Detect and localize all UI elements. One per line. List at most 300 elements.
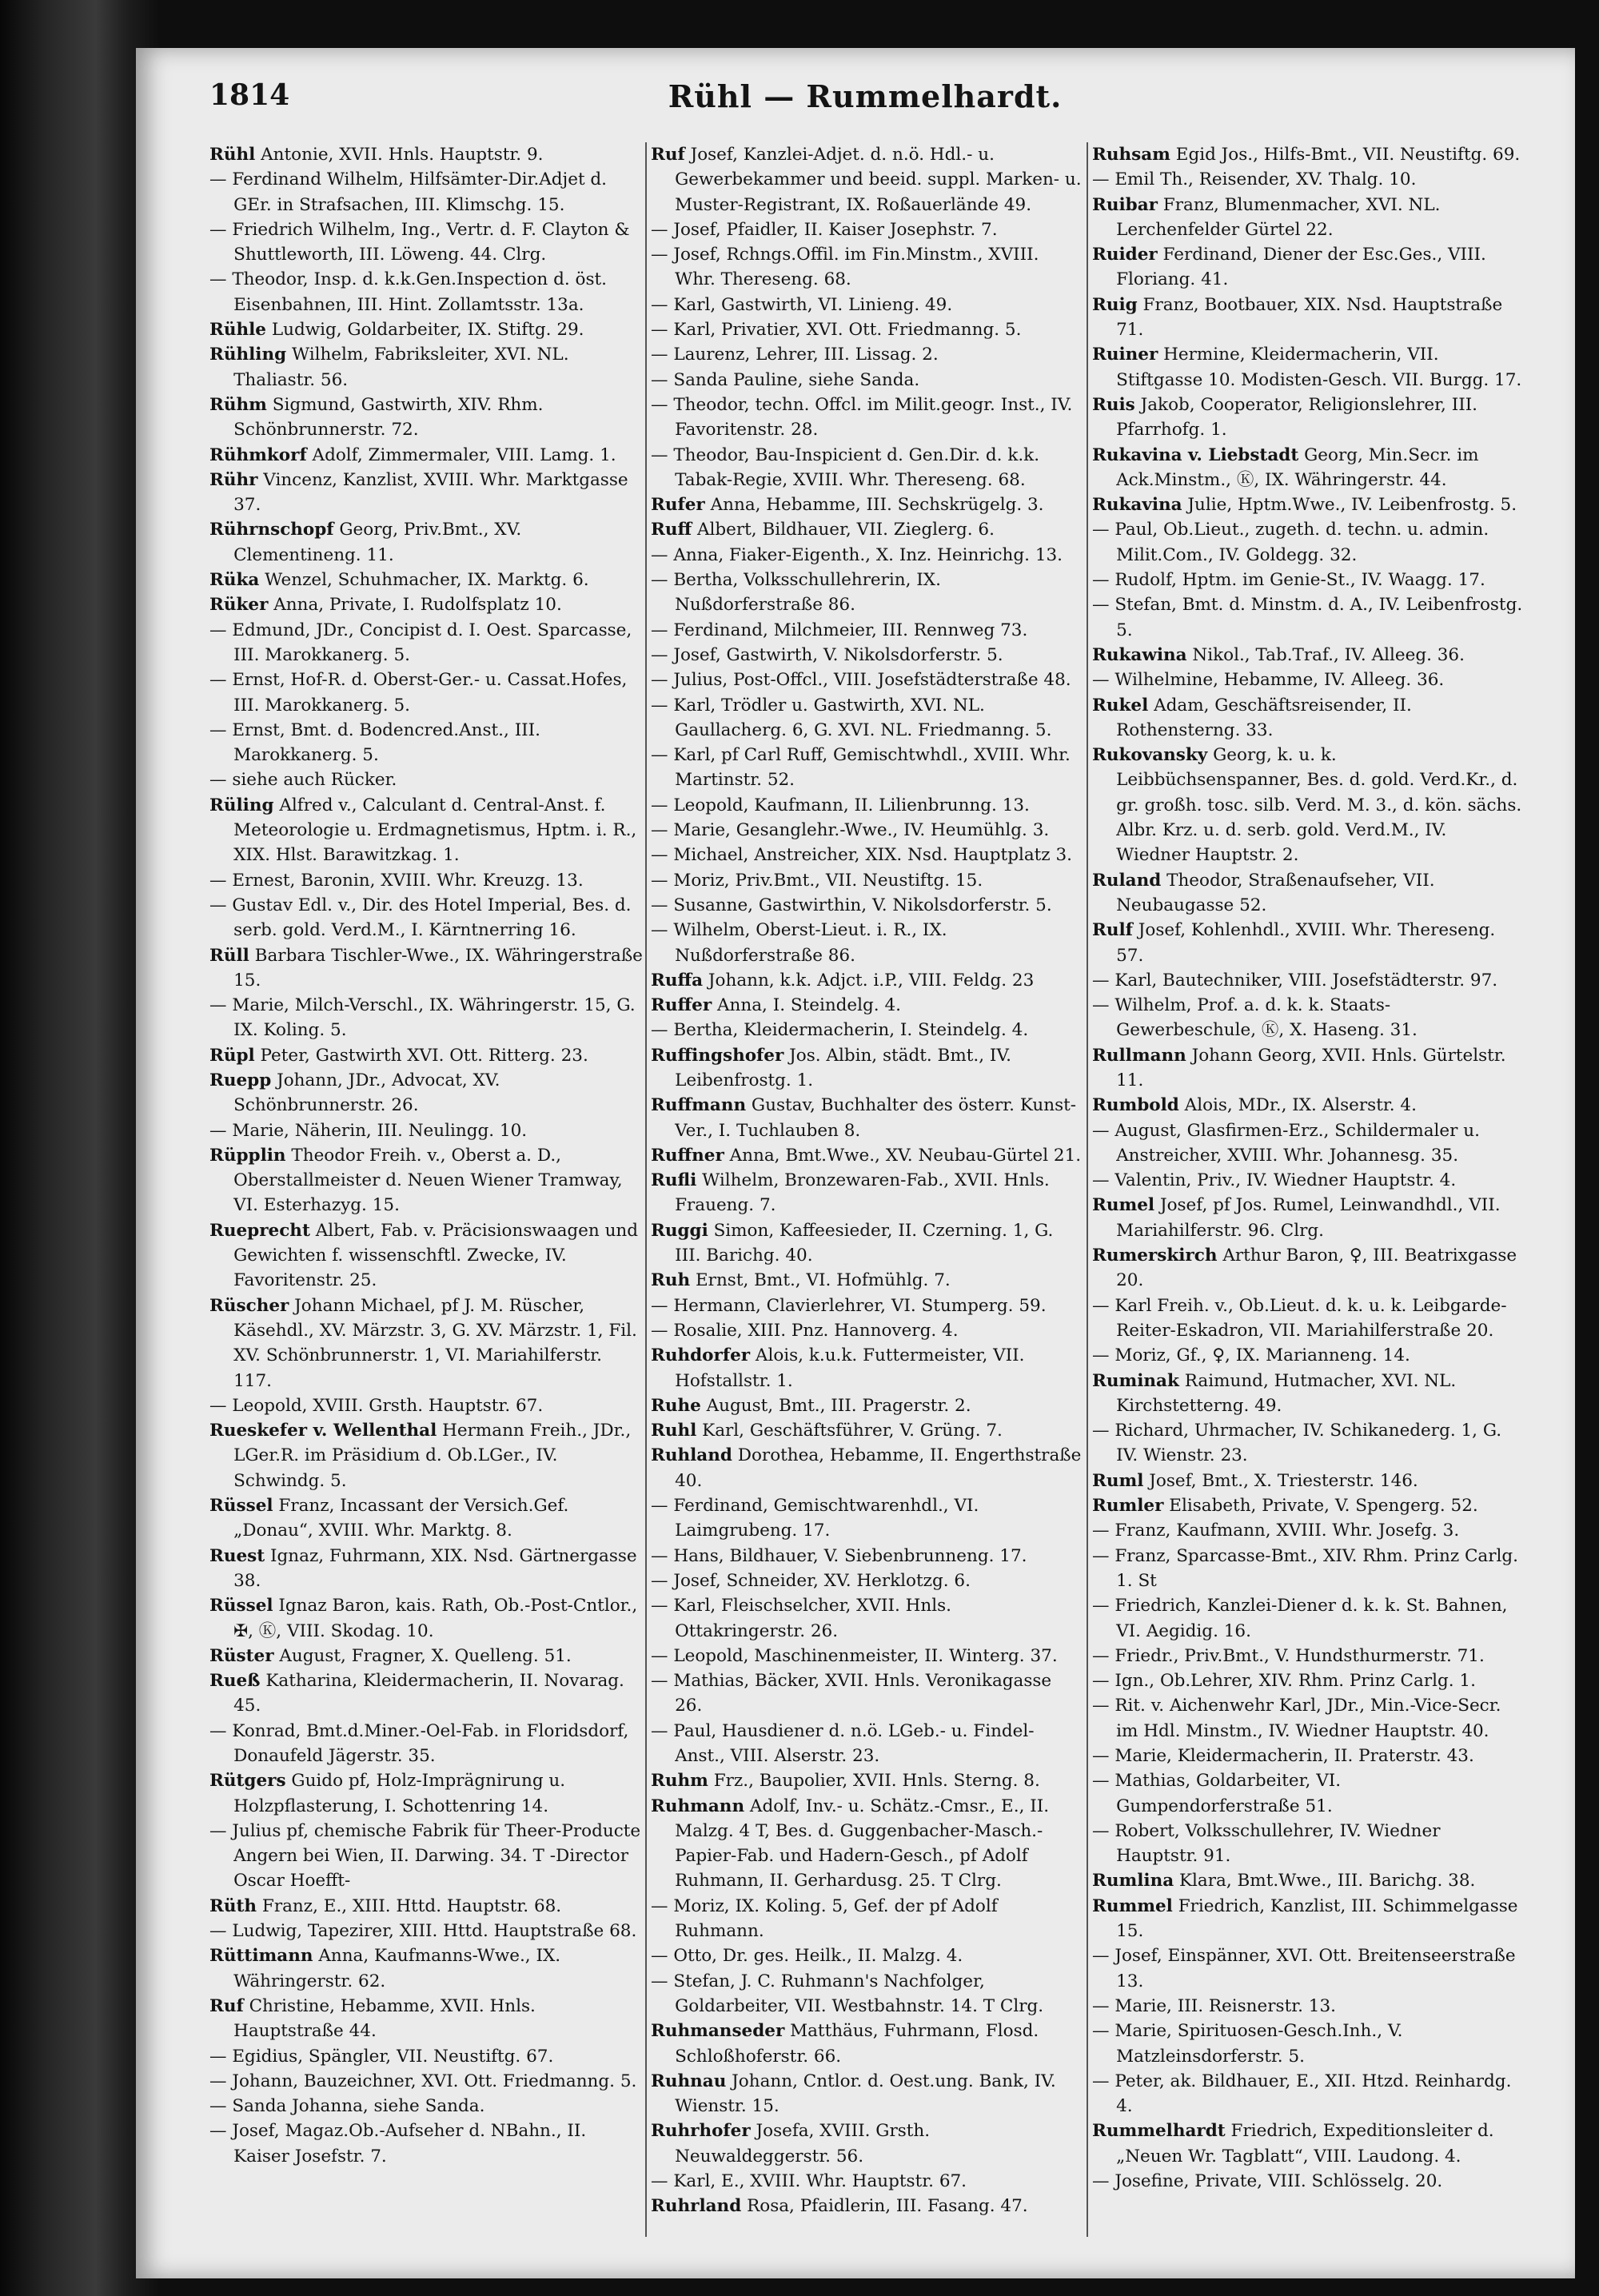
directory-entry — [209, 1593, 643, 1644]
entry-details: Georg, k. u. k. Leibbüchsenspanner, Bes. d. gold. Verd.Kr., d. gr. großh. tosc. silb. Verd. M. 3., d. kön. sächs. Albr. Krz. u. d. serb. gold. Verd.M., IV. Wiedner Hauptstr. 2. — [1116, 745, 1522, 866]
entry-details: — Anna, Fiaker-Eigenth., X. Inz. Heinrichg. 13. — [651, 544, 1063, 565]
entry-details: Josef, pf Jos. Rumel, Leinwandhdl., VII. Mariahilferstr. 96. Clrg. — [1116, 1195, 1501, 1241]
directory-entry — [209, 1293, 643, 1393]
directory-entry — [1092, 1093, 1524, 1118]
entry-details: — Karl, Bautechniker, VIII. Josefstädterstr. 97. — [1092, 970, 1498, 991]
entry-surname: Rufer — [651, 495, 705, 516]
directory-entry — [209, 1068, 643, 1118]
entry-details: — Josefine, Private, VIII. Schlösselg. 20. — [1092, 2171, 1443, 2192]
directory-entry — [209, 317, 643, 342]
entry-details: — Karl, E., XVIII. Whr. Hauptstr. 67. — [651, 2171, 967, 2192]
entry-surname: Ruhsam — [1092, 145, 1170, 165]
entry-details: August, Fragner, X. Quelleng. 51. — [273, 1645, 572, 1666]
directory-entry — [1092, 167, 1524, 192]
directory-entry — [1092, 193, 1524, 243]
entry-details: — Josef, Magaz.Ob.-Aufseher d. NBahn., II. Kaiser Josefstr. 7. — [209, 2121, 587, 2166]
entry-surname: Ruff — [651, 520, 692, 540]
entry-surname: Ruepp — [209, 1070, 272, 1090]
directory-entry — [651, 1768, 1084, 1793]
entry-details: — Theodor, Bau-Inspicient d. Gen.Dir. d. k.k. Tabak-Regie, XVIII. Whr. Thereseng. 68. — [651, 444, 1040, 490]
entry-details: — Rit. v. Aichenwehr Karl, JDr., Min.-Vice-Secr. im Hdl. Minstm., IV. Wiedner Hauptstr. 40. — [1092, 1696, 1501, 1741]
entry-details: Ludwig, Goldarbeiter, IX. Stiftg. 29. — [265, 320, 584, 341]
entry-surname: Ruest — [209, 1545, 265, 1566]
directory-entry — [209, 393, 643, 443]
directory-entry — [209, 1493, 643, 1544]
directory-entry — [1092, 1894, 1524, 1944]
directory-entry — [1092, 668, 1524, 692]
entry-details: — Susanne, Gastwirthin, V. Nikolsdorferstr. 5. — [651, 895, 1052, 915]
directory-entry — [1092, 1369, 1524, 1419]
entry-surname: Rüth — [209, 1895, 257, 1916]
entry-surname: Ruibar — [1092, 194, 1158, 215]
entry-details: — Bertha, Volksschullehrerin, IX. Nußdorferstraße 86. — [651, 570, 941, 616]
entry-details: Arthur Baron, ♀, III. Beatrixgasse 20. — [1116, 1246, 1517, 1291]
entry-details: Franz, Bootbauer, XIX. Nsd. Hauptstraße 71. — [1116, 294, 1503, 341]
entry-surname: Rukovansky — [1092, 745, 1208, 766]
entry-details: Friedrich, Expeditionsleiter d. „Neuen Wr. Tagblatt“, VIII. Laudong. 4. — [1116, 2121, 1494, 2166]
directory-entry — [209, 142, 643, 167]
entry-details: — Leopold, Kaufmann, II. Lilienbrunng. 13. — [651, 795, 1030, 815]
directory-entry — [209, 1118, 643, 1143]
entry-details: — Wilhelm, Oberst-Lieut. i. R., IX. Nußdorferstraße 86. — [651, 920, 947, 966]
entry-details: — Marie, III. Reisnerstr. 13. — [1092, 1995, 1336, 2016]
entry-details: Franz, E., XIII. Httd. Hauptstr. 68. — [257, 1895, 562, 1916]
directory-entry — [1092, 1243, 1524, 1293]
entry-surname: Rumbold — [1092, 1095, 1179, 1116]
directory-entry — [209, 568, 643, 592]
entry-surname: Rüll — [209, 945, 249, 966]
directory-entry — [1092, 443, 1524, 493]
entry-details: — Moriz, Gf., ♀, IX. Marianneng. 14. — [1092, 1345, 1410, 1366]
directory-entry — [651, 868, 1084, 893]
entry-surname: Rukavina — [1092, 495, 1182, 516]
directory-entry — [1092, 2069, 1524, 2119]
entry-details: Johann, Cntlor. d. Oest.ung. Bank, IV. Wienstr. 15. — [675, 2071, 1056, 2117]
entry-surname: Rüscher — [209, 1295, 289, 1316]
entry-surname: Rufli — [651, 1170, 697, 1191]
directory-entry — [1092, 1518, 1524, 1543]
entry-details: — Bertha, Kleidermacherin, I. Steindelg. 4. — [651, 1020, 1029, 1041]
entry-surname: Ruhnau — [651, 2071, 727, 2091]
entry-surname: Ruhrland — [651, 2196, 742, 2217]
directory-entry — [209, 517, 643, 568]
entry-details: Adolf, Zimmermaler, VIII. Lamg. 1. — [306, 444, 616, 465]
entry-surname: Rumel — [1092, 1195, 1155, 1216]
entry-surname: Ruhmann — [651, 1796, 745, 1816]
directory-entry — [651, 368, 1084, 393]
entry-surname: Ruffingshofer — [651, 1045, 784, 1066]
entry-surname: Ruffer — [651, 995, 712, 1016]
entry-details: Anna, Private, I. Rudolfsplatz 10. — [268, 595, 562, 616]
entry-details: Alfred v., Calculant d. Central-Anst. f. Meteorologie u. Erdmagnetismus, Hptm. i. R., XIX. Hlst. Barawitzkag. 1. — [233, 795, 637, 866]
entry-details: Wenzel, Schuhmacher, IX. Marktg. 6. — [259, 570, 589, 591]
entry-details: — Hermann, Clavierlehrer, VI. Stumperg. 59. — [651, 1295, 1047, 1316]
entry-surname: Rukel — [1092, 695, 1149, 716]
directory-entry — [1092, 592, 1524, 643]
entry-details: Ignaz Baron, kais. Rath, Ob.-Post-Cntlor., ✠, Ⓚ, VIII. Skodag. 10. — [233, 1596, 638, 1641]
entry-surname: Ruffner — [651, 1145, 724, 1166]
entry-surname: Rumler — [1092, 1496, 1164, 1517]
entry-details: — Mathias, Bäcker, XVII. Hnls. Veronikagasse 26. — [651, 1671, 1052, 1716]
directory-entry — [1092, 968, 1524, 993]
directory-entry — [1092, 1668, 1524, 1693]
entry-surname: Rüker — [209, 595, 269, 616]
entry-details: — Peter, ak. Bildhauer, E., XII. Htzd. Reinhardg. 4. — [1092, 2071, 1512, 2117]
entry-surname: Rüka — [209, 570, 260, 591]
entry-details: Albert, Fab. v. Präcisionswaagen und Gewichten f. wissenschftl. Zwecke, IV. Favoritenstr. 25. — [233, 1220, 639, 1291]
directory-entry — [1092, 342, 1524, 393]
entry-details: Elisabeth, Private, V. Spengerg. 52. — [1163, 1496, 1478, 1517]
directory-entry — [651, 1569, 1084, 1593]
entry-details: Karl, Geschäftsführer, V. Grüng. 7. — [696, 1421, 1003, 1441]
directory-column-1 — [209, 142, 643, 2253]
directory-entry — [1092, 293, 1524, 343]
directory-entry — [209, 868, 643, 893]
directory-entry — [651, 342, 1084, 367]
entry-details: Frz., Baupolier, XVII. Hnls. Sterng. 8. — [708, 1771, 1040, 1792]
directory-entry — [209, 993, 643, 1043]
entry-details: Alois, k.u.k. Futtermeister, VII. Hofstallstr. 1. — [675, 1345, 1025, 1391]
directory-entry — [209, 443, 643, 468]
directory-entry — [1092, 1819, 1524, 1869]
entry-details: Josef, Bmt., X. Triesterstr. 146. — [1143, 1470, 1418, 1491]
directory-column-3 — [1092, 142, 1524, 2253]
entry-surname: Rüpplin — [209, 1145, 286, 1166]
directory-entry — [651, 1043, 1084, 1094]
directory-entry — [1092, 1693, 1524, 1744]
entry-details: — Josef, Gastwirth, V. Nikolsdorferstr. 5. — [651, 644, 1003, 665]
entry-surname: Rüssel — [209, 1596, 273, 1616]
entry-details: Anna, Hebamme, III. Sechskrügelg. 3. — [704, 495, 1044, 516]
entry-surname: Ruhrhofer — [651, 2121, 751, 2142]
directory-entry — [209, 217, 643, 268]
directory-entry — [209, 1544, 643, 1594]
directory-entry — [209, 592, 643, 617]
entry-details: — Josef, Pfaidler, II. Kaiser Josephstr. 7. — [651, 219, 998, 240]
entry-details: — Josef, Schneider, XV. Herklotzg. 6. — [651, 1570, 971, 1591]
directory-entry — [209, 167, 643, 217]
entry-details: — Moriz, IX. Koling. 5, Gef. der pf Adolf Ruhmann. — [651, 1895, 998, 1942]
directory-entry — [209, 718, 643, 768]
entry-surname: Rulf — [1092, 920, 1133, 941]
directory-entry — [651, 1668, 1084, 1719]
directory-entry — [209, 943, 643, 994]
entry-details: Ernst, Bmt., VI. Hofmühlg. 7. — [690, 1270, 951, 1291]
directory-entry — [651, 1644, 1084, 1668]
entry-surname: Rühling — [209, 345, 287, 365]
directory-entry — [209, 2119, 643, 2169]
entry-details: — Franz, Kaufmann, XVIII. Whr. Josefg. 3. — [1092, 1521, 1460, 1541]
entry-details: — Friedrich, Kanzlei-Diener d. k. k. St. Bahnen, VI. Aegidig. 16. — [1092, 1596, 1508, 1641]
entry-surname: Rummelhardt — [1092, 2121, 1226, 2142]
entry-details: — Josef, Einspänner, XVI. Ott. Breitenseerstraße 13. — [1092, 1946, 1516, 1991]
entry-surname: Rumlina — [1092, 1871, 1174, 1891]
entry-surname: Rüster — [209, 1645, 274, 1666]
entry-surname: Ruh — [651, 1270, 691, 1291]
entry-details: — Marie, Gesanglehr.-Wwe., IV. Heumühlg. 3. — [651, 820, 1050, 841]
directory-entry — [1092, 1193, 1524, 1243]
directory-entry — [1092, 2119, 1524, 2169]
entry-details: — Ernest, Baronin, XVIII. Whr. Kreuzg. 13. — [209, 870, 584, 891]
directory-entry — [651, 1593, 1084, 1644]
entry-surname: Rukawina — [1092, 644, 1187, 665]
directory-entry — [1092, 1493, 1524, 1518]
directory-entry — [1092, 517, 1524, 568]
entry-surname: Rumerskirch — [1092, 1246, 1218, 1266]
entry-details: Johann, JDr., Advocat, XV. Schönbrunnerstr. 26. — [233, 1070, 500, 1116]
entry-details: Josefa, XVIII. Grsth. Neuwaldeggerstr. 56. — [675, 2121, 931, 2166]
entry-details: Ferdinand, Diener der Esc.Ges., VIII. Floriang. 41. — [1116, 245, 1486, 290]
directory-entry — [651, 918, 1084, 968]
entry-details: Simon, Kaffeesieder, II. Czerning. 1, G. III. Barichg. 40. — [675, 1220, 1054, 1266]
entry-details: Franz, Blumenmacher, XVI. NL. Lerchenfelder Gürtel 22. — [1116, 194, 1441, 240]
entry-surname: Ruffa — [651, 970, 704, 991]
entry-details: — Ludwig, Tapezirer, XIII. Httd. Hauptstraße 68. — [209, 1921, 637, 1942]
entry-details: — Johann, Bauzeichner, XVI. Ott. Friedmanng. 5. — [209, 2071, 637, 2091]
entry-details: — Valentin, Priv., IV. Wiedner Hauptstr. 4. — [1092, 1170, 1457, 1191]
entry-details: — Paul, Hausdiener d. n.ö. LGeb.- u. Findel-Anst., VIII. Alserstr. 23. — [651, 1720, 1035, 1766]
entry-details: — Stefan, Bmt. d. Minstm. d. A., IV. Leibenfrostg. 5. — [1092, 595, 1523, 640]
directory-entry — [1092, 643, 1524, 668]
entry-surname: Ruhdorfer — [651, 1345, 751, 1366]
directory-column-2 — [651, 142, 1084, 2253]
page-number: 1814 — [209, 78, 290, 112]
directory-entry — [651, 2019, 1084, 2069]
directory-entry — [651, 2069, 1084, 2119]
entry-details: — Franz, Sparcasse-Bmt., XIV. Rhm. Prinz Carlg. 1. St — [1092, 1545, 1518, 1591]
directory-entry — [209, 893, 643, 943]
entry-details: Friedrich, Kanzlist, III. Schimmelgasse 15. — [1116, 1895, 1518, 1942]
entry-details: — Julius, Post-Offcl., VIII. Josefstädterstraße 48. — [651, 670, 1071, 691]
entry-details: Klara, Bmt.Wwe., III. Barichg. 38. — [1174, 1871, 1476, 1891]
entry-details: — Sanda Johanna, siehe Sanda. — [209, 2096, 485, 2117]
directory-entry — [651, 142, 1084, 217]
entry-details: — Hans, Bildhauer, V. Siebenbrunneng. 17. — [651, 1545, 1027, 1566]
directory-entry — [1092, 1744, 1524, 1768]
directory-entry — [1092, 492, 1524, 517]
entry-surname: Rührnschopf — [209, 520, 334, 540]
entry-details: Alois, MDr., IX. Alserstr. 4. — [1178, 1095, 1417, 1116]
directory-entry — [1092, 1994, 1524, 2019]
directory-entry — [1092, 568, 1524, 592]
directory-entry — [1092, 743, 1524, 867]
entry-details: Georg, Min.Secr. im Ack.Minstm., Ⓚ, IX. Währingerstr. 44. — [1116, 444, 1479, 490]
directory-entry — [651, 1969, 1084, 2019]
entry-surname: Ruhland — [651, 1445, 732, 1466]
directory-entry — [209, 1943, 643, 1994]
directory-entry — [651, 217, 1084, 242]
entry-surname: Rühr — [209, 469, 258, 490]
directory-entry — [651, 2194, 1084, 2218]
page-header — [209, 78, 1521, 126]
directory-entry — [651, 1418, 1084, 1443]
entry-surname: Rueskefer v. Wellenthal — [209, 1421, 437, 1441]
directory-entry — [651, 993, 1084, 1018]
directory-entry — [651, 743, 1084, 793]
directory-entry — [1092, 693, 1524, 743]
column-divider — [1087, 142, 1088, 2237]
directory-entry — [651, 793, 1084, 818]
directory-entry — [651, 618, 1084, 643]
directory-entry — [209, 1719, 643, 1769]
directory-entry — [1092, 242, 1524, 293]
directory-entry — [209, 267, 643, 317]
entry-surname: Ruiner — [1092, 345, 1158, 365]
entry-details: — Mathias, Goldarbeiter, VI. Gumpendorferstraße 51. — [1092, 1771, 1342, 1816]
entry-details: — Sanda Pauline, siehe Sanda. — [651, 369, 920, 390]
directory-entry — [1092, 1168, 1524, 1193]
directory-entry — [1092, 1469, 1524, 1493]
entry-surname: Ruml — [1092, 1470, 1144, 1491]
entry-details: Sigmund, Gastwirth, XIV. Rhm. Schönbrunnerstr. 72. — [233, 394, 544, 440]
entry-details: Julie, Hptm.Wwe., IV. Leibenfrostg. 5. — [1182, 495, 1517, 516]
directory-entry — [651, 668, 1084, 692]
entry-details: Dorothea, Hebamme, II. Engerthstraße 40. — [675, 1445, 1082, 1491]
entry-details: Rosa, Pfaidlerin, III. Fasang. 47. — [741, 2196, 1028, 2217]
directory-entry — [1092, 1544, 1524, 1594]
directory-entry — [651, 1493, 1084, 1544]
entry-details: — Rudolf, Hptm. im Genie-St., IV. Waagg. 17. — [1092, 570, 1485, 591]
entry-details: Katharina, Kleidermacherin, II. Novarag. 45. — [233, 1671, 624, 1716]
directory-entry — [651, 1894, 1084, 1944]
directory-entry — [1092, 1644, 1524, 1668]
entry-surname: Rüling — [209, 795, 274, 815]
directory-entry — [1092, 2169, 1524, 2194]
entry-details: Jakob, Cooperator, Religionslehrer, III. Pfarrhofg. 1. — [1116, 394, 1478, 440]
entry-details: — Stefan, J. C. Ruhmann's Nachfolger, Goldarbeiter, VII. Westbahnstr. 14. T Clrg. — [651, 1971, 1044, 2016]
entry-details: Albert, Bildhauer, VII. Zieglerg. 6. — [692, 520, 995, 540]
entry-details: — Karl, Privatier, XVI. Ott. Friedmanng. 5. — [651, 320, 1022, 341]
entry-details: — Marie, Kleidermacherin, II. Praterstr. 43. — [1092, 1746, 1474, 1766]
entry-surname: Rühmkorf — [209, 444, 307, 465]
entry-surname: Ruf — [209, 1995, 244, 2016]
directory-entry — [1092, 1868, 1524, 1893]
entry-details: Josef, Kohlenhdl., XVIII. Whr. Thereseng. 57. — [1116, 920, 1496, 966]
entry-details: Jos. Albin, städt. Bmt., IV. Leibenfrostg. 1. — [675, 1045, 1011, 1090]
entry-details: Josef, Kanzlei-Adjet. d. n.ö. Hdl.- u. Gewerbekammer und beeid. suppl. Marken- u. Muster-Registrant, IX. Roßauerlände 49. — [675, 145, 1082, 215]
entry-details: — Theodor, techn. Offcl. im Milit.geogr. Inst., IV. Favoritenstr. 28. — [651, 394, 1073, 440]
entry-details: — Richard, Uhrmacher, IV. Schikanederg. 1, G. IV. Wienstr. 23. — [1092, 1421, 1502, 1466]
directory-entry — [651, 893, 1084, 918]
entry-details: Peter, Gastwirth XVI. Ott. Ritterg. 23. — [254, 1045, 588, 1066]
directory-entry — [651, 1544, 1084, 1569]
entry-details: — Ign., Ob.Lehrer, XIV. Rhm. Prinz Carlg. 1. — [1092, 1671, 1476, 1692]
directory-entry — [1092, 1418, 1524, 1469]
entry-details: Johann, k.k. Adjct. i.P., VIII. Feldg. 23 — [703, 970, 1035, 991]
entry-details: Johann Michael, pf J. M. Rüscher, Käsehdl., XV. Märzstr. 3, G. XV. Märzstr. 1, Fil. XV. Schönbrunnerstr. 1, VI. Mariahilferstr. 117. — [233, 1295, 637, 1391]
entry-details: Guido pf, Holz-Imprägnirung u. Holzpflasterung, I. Schottenring 14. — [233, 1771, 566, 1816]
entry-surname: Ruhl — [651, 1421, 697, 1441]
entry-details: Johann Georg, XVII. Hnls. Gürtelstr. 11. — [1116, 1045, 1506, 1090]
page-title: Rühl — Rummelhardt. — [668, 78, 1063, 114]
entry-details: Georg, Priv.Bmt., XV. Clementineng. 11. — [233, 520, 522, 565]
directory-entry — [209, 1218, 643, 1293]
directory-entry — [1092, 1768, 1524, 1819]
directory-entry — [651, 293, 1084, 317]
entry-details: — Laurenz, Lehrer, III. Lissag. 2. — [651, 345, 939, 365]
entry-details: — Julius pf, chemische Fabrik für Theer-Producte Angern bei Wien, II. Darwing. 34. T -Director Oscar Hoefft- — [209, 1820, 641, 1891]
entry-surname: Ruffmann — [651, 1095, 747, 1116]
entry-surname: Rühm — [209, 394, 267, 415]
entry-details: Wilhelm, Bronzewaren-Fab., XVII. Hnls. Fraueng. 7. — [675, 1170, 1050, 1216]
entry-surname: Ruig — [1092, 294, 1138, 315]
entry-details: — Gustav Edl. v., Dir. des Hotel Imperial, Bes. d. serb. gold. Verd.M., I. Kärntnerring 16. — [209, 895, 632, 941]
entry-details: Theodor, Straßenaufseher, VII. Neubaugasse 52. — [1116, 870, 1435, 915]
entry-surname: Ruf — [651, 145, 685, 165]
entry-surname: Rueprecht — [209, 1220, 310, 1241]
entry-details: — Josef, Rchngs.Offil. im Fin.Minstm., XVIII. Whr. Thereseng. 68. — [651, 245, 1039, 290]
directory-entry — [651, 1318, 1084, 1343]
entry-details: — Otto, Dr. ges. Heilk., II. Malzg. 4. — [651, 1946, 963, 1967]
entry-surname: Rütgers — [209, 1771, 286, 1792]
entry-details: — Rosalie, XIII. Pnz. Hannoverg. 4. — [651, 1320, 959, 1341]
entry-details: — Wilhelmine, Hebamme, IV. Alleeg. 36. — [1092, 670, 1445, 691]
directory-entry — [1092, 1593, 1524, 1644]
entry-details: — August, Glasfirmen-Erz., Schildermaler u. Anstreicher, XVIII. Whr. Johannesg. 35. — [1092, 1120, 1480, 1166]
directory-entry — [651, 317, 1084, 342]
directory-entry — [1092, 868, 1524, 919]
entry-details: Christine, Hebamme, XVII. Hnls. Hauptstraße 44. — [233, 1995, 536, 2042]
directory-entry — [651, 242, 1084, 293]
directory-entry — [651, 968, 1084, 993]
directory-entry — [1092, 918, 1524, 968]
directory-entry — [209, 1043, 643, 1068]
entry-details: — Konrad, Bmt.d.Miner.-Oel-Fab. in Floridsdorf, Donaufeld Jägerstr. 35. — [209, 1720, 629, 1766]
directory-entry — [209, 1393, 643, 1418]
entry-details: — Karl, pf Carl Ruff, Gemischtwhdl., XVIII. Whr. Martinstr. 52. — [651, 745, 1071, 791]
directory-entry — [651, 1719, 1084, 1769]
directory-entry — [1092, 1043, 1524, 1094]
directory-entry — [651, 492, 1084, 517]
entry-details: — Egidius, Spängler, VII. Neustiftg. 67. — [209, 2046, 554, 2067]
entry-surname: Rullmann — [1092, 1045, 1186, 1066]
directory-entry — [651, 1018, 1084, 1042]
directory-entry — [651, 1443, 1084, 1493]
directory-entry — [1092, 1118, 1524, 1169]
directory-entry — [209, 1644, 643, 1668]
entry-details: — Edmund, JDr., Concipist d. I. Oest. Sparcasse, III. Marokkanerg. 5. — [209, 620, 632, 665]
entry-surname: Ruis — [1092, 394, 1135, 415]
directory-page — [136, 48, 1575, 2278]
entry-details: — Karl, Fleischselcher, XVII. Hnls. Ottakringerstr. 26. — [651, 1596, 952, 1641]
directory-entry — [651, 568, 1084, 618]
entry-details: Adolf, Inv.- u. Schätz.-Cmsr., E., II. Malzg. 4 T, Bes. d. Guggenbacher-Masch.-Papier-Fab. und Hadern-Gesch., pf Adolf Ruhmann, II. Gerhardusg. 25. T Clrg. — [675, 1796, 1050, 1891]
entry-details: — Michael, Anstreicher, XIX. Nsd. Hauptplatz 3. — [651, 845, 1072, 866]
directory-entry — [1092, 1343, 1524, 1368]
directory-entry — [1092, 393, 1524, 443]
directory-entry — [651, 1268, 1084, 1293]
entry-surname: Rühl — [209, 145, 256, 165]
directory-entry — [651, 843, 1084, 867]
entry-details: — Emil Th., Reisender, XV. Thalg. 10. — [1092, 169, 1417, 190]
entry-details: Adam, Geschäftsreisender, II. Rothensterng. 33. — [1116, 695, 1412, 740]
directory-entry — [209, 1418, 643, 1493]
directory-entry — [651, 517, 1084, 542]
entry-details: Hermine, Kleidermacherin, VII. Stiftgasse 10. Modisten-Gesch. VII. Burgg. 17. — [1116, 345, 1522, 390]
directory-entry — [651, 1794, 1084, 1894]
directory-entry — [209, 1819, 643, 1894]
entry-details: — Karl, Gastwirth, VI. Linieng. 49. — [651, 294, 953, 315]
directory-entry — [1092, 142, 1524, 167]
entry-details: — Wilhelm, Prof. a. d. k. k. Staats-Gewerbeschule, Ⓚ, X. Haseng. 31. — [1092, 995, 1418, 1041]
directory-entry — [651, 1393, 1084, 1418]
entry-details: — Karl, Trödler u. Gastwirth, XVI. NL. Gaullacherg. 6, G. XVI. NL. Friedmanng. 5. — [651, 695, 1052, 740]
directory-entry — [651, 1218, 1084, 1269]
directory-entry — [209, 1919, 643, 1943]
entry-details: — Theodor, Insp. d. k.k.Gen.Inspection d. öst. Eisenbahnen, III. Hint. Zollamtsstr. 13a. — [209, 269, 607, 315]
entry-surname: Ruhe — [651, 1395, 701, 1416]
entry-details: — Moriz, Priv.Bmt., VII. Neustiftg. 15. — [651, 870, 983, 891]
